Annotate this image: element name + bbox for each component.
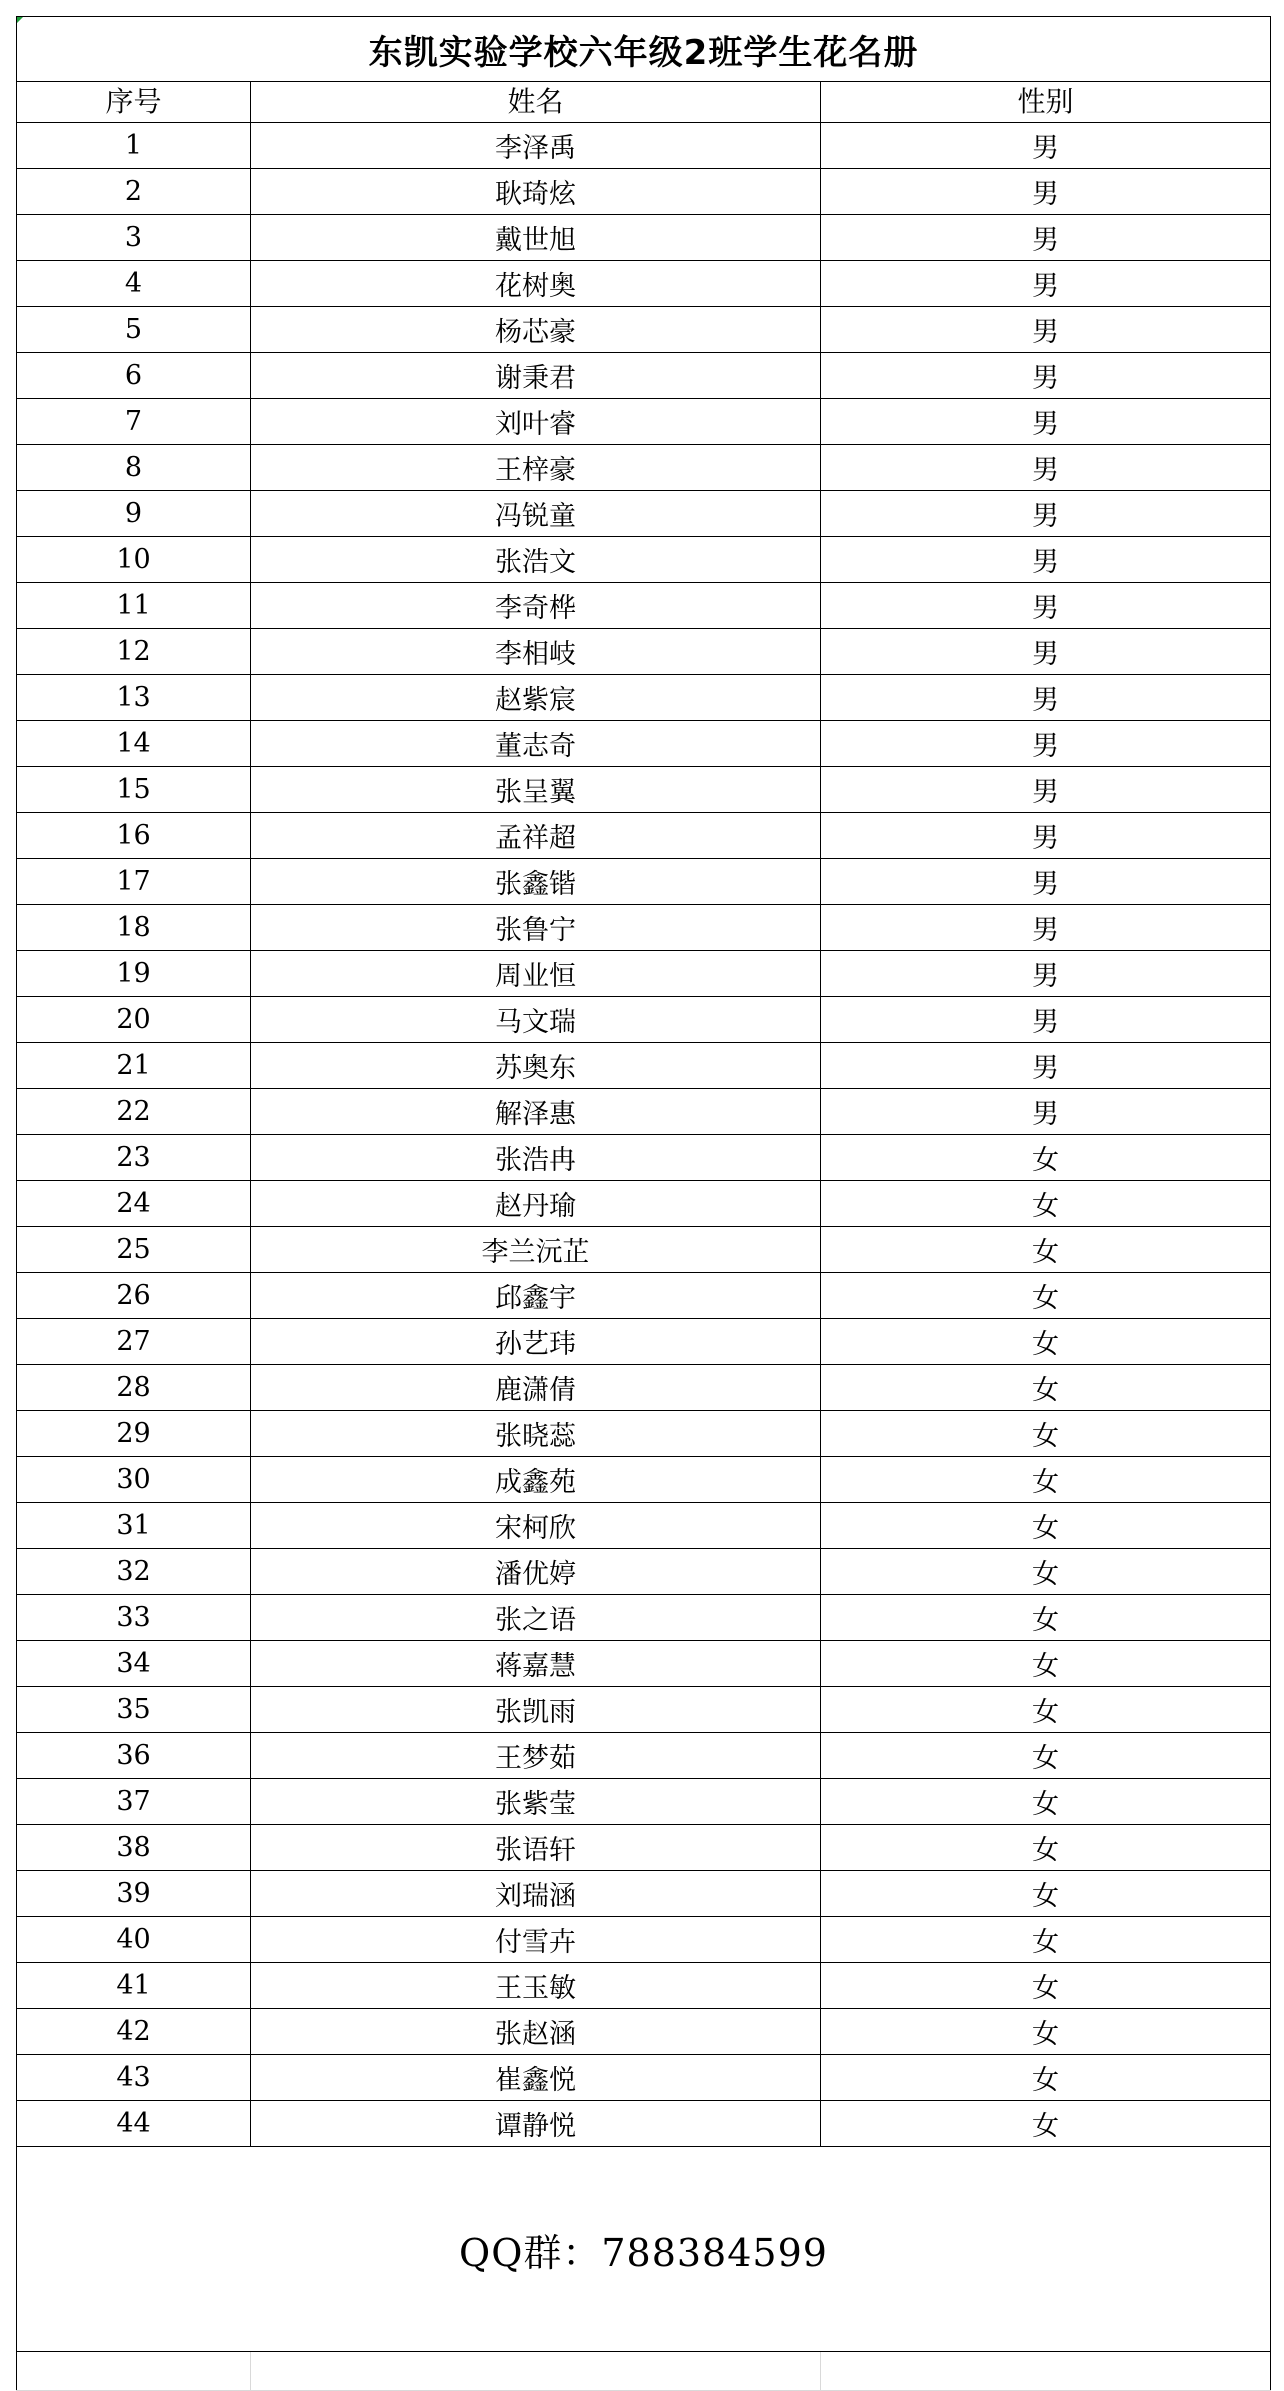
student-name-cell: 李相岐	[251, 629, 821, 675]
student-name-cell: 张晓蕊	[251, 1411, 821, 1457]
student-index-cell: 11	[17, 583, 251, 629]
student-gender-cell: 男	[821, 997, 1271, 1043]
table-row	[17, 1549, 1271, 1595]
table-row	[17, 1089, 1271, 1135]
student-gender-cell: 女	[821, 1365, 1271, 1411]
roster-sheet	[16, 16, 1270, 2391]
student-name-cell: 张浩冉	[251, 1135, 821, 1181]
table-row	[17, 1595, 1271, 1641]
student-index-cell: 21	[17, 1043, 251, 1089]
student-name-cell: 李泽禹	[251, 123, 821, 169]
student-index-cell: 19	[17, 951, 251, 997]
student-index-cell: 28	[17, 1365, 251, 1411]
student-index-cell: 37	[17, 1779, 251, 1825]
student-name-cell: 张赵涵	[251, 2009, 821, 2055]
student-gender-cell: 男	[821, 491, 1271, 537]
student-index-cell: 12	[17, 629, 251, 675]
student-index-cell: 38	[17, 1825, 251, 1871]
student-index-cell: 34	[17, 1641, 251, 1687]
student-name-cell: 马文瑞	[251, 997, 821, 1043]
student-gender-cell: 女	[821, 1227, 1271, 1273]
student-index-cell: 7	[17, 399, 251, 445]
student-index-cell: 29	[17, 1411, 251, 1457]
student-name-cell: 邱鑫宇	[251, 1273, 821, 1319]
table-row	[17, 813, 1271, 859]
student-gender-cell: 男	[821, 767, 1271, 813]
table-row	[17, 583, 1271, 629]
student-index-cell: 26	[17, 1273, 251, 1319]
table-row	[17, 1457, 1271, 1503]
empty-cell	[251, 2352, 821, 2391]
table-row	[17, 767, 1271, 813]
student-gender-cell: 男	[821, 537, 1271, 583]
student-name-cell: 张呈翼	[251, 767, 821, 813]
empty-cell	[821, 2352, 1271, 2391]
student-index-cell: 31	[17, 1503, 251, 1549]
student-index-cell: 9	[17, 491, 251, 537]
student-name-cell: 冯锐童	[251, 491, 821, 537]
student-name-cell: 张鑫锴	[251, 859, 821, 905]
student-index-cell: 32	[17, 1549, 251, 1595]
student-index-cell: 42	[17, 2009, 251, 2055]
student-name-cell: 张紫莹	[251, 1779, 821, 1825]
header-row	[17, 82, 1271, 123]
table-row	[17, 1963, 1271, 2009]
student-gender-cell: 男	[821, 261, 1271, 307]
empty-cell	[17, 2352, 251, 2391]
column-header-index: 序号	[17, 82, 251, 123]
column-header-gender: 性别	[821, 82, 1271, 123]
student-index-cell: 10	[17, 537, 251, 583]
table-row	[17, 951, 1271, 997]
student-gender-cell: 男	[821, 721, 1271, 767]
student-name-cell: 王梦茹	[251, 1733, 821, 1779]
student-gender-cell: 男	[821, 399, 1271, 445]
student-index-cell: 4	[17, 261, 251, 307]
student-index-cell: 33	[17, 1595, 251, 1641]
student-gender-cell: 女	[821, 1871, 1271, 1917]
table-row	[17, 1411, 1271, 1457]
student-gender-cell: 男	[821, 859, 1271, 905]
student-index-cell: 25	[17, 1227, 251, 1273]
student-name-cell: 董志奇	[251, 721, 821, 767]
student-name-cell: 花树奥	[251, 261, 821, 307]
student-name-cell: 刘叶睿	[251, 399, 821, 445]
student-name-cell: 李奇桦	[251, 583, 821, 629]
empty-row	[17, 2352, 1271, 2391]
student-name-cell: 刘瑞涵	[251, 1871, 821, 1917]
student-gender-cell: 女	[821, 1457, 1271, 1503]
student-index-cell: 3	[17, 215, 251, 261]
student-index-cell: 13	[17, 675, 251, 721]
student-gender-cell: 女	[821, 1273, 1271, 1319]
student-name-cell: 张鲁宁	[251, 905, 821, 951]
student-gender-cell: 女	[821, 1595, 1271, 1641]
student-index-cell: 22	[17, 1089, 251, 1135]
student-gender-cell: 女	[821, 1733, 1271, 1779]
student-index-cell: 20	[17, 997, 251, 1043]
student-gender-cell: 女	[821, 1503, 1271, 1549]
student-name-cell: 赵丹瑜	[251, 1181, 821, 1227]
student-index-cell: 43	[17, 2055, 251, 2101]
student-gender-cell: 男	[821, 905, 1271, 951]
table-row	[17, 215, 1271, 261]
student-index-cell: 17	[17, 859, 251, 905]
student-index-cell: 39	[17, 1871, 251, 1917]
table-row	[17, 169, 1271, 215]
table-row	[17, 1135, 1271, 1181]
roster-table	[16, 16, 1271, 2391]
student-gender-cell: 女	[821, 1779, 1271, 1825]
student-index-cell: 14	[17, 721, 251, 767]
table-row	[17, 629, 1271, 675]
student-index-cell: 41	[17, 1963, 251, 2009]
table-row	[17, 997, 1271, 1043]
student-index-cell: 6	[17, 353, 251, 399]
student-gender-cell: 女	[821, 1319, 1271, 1365]
student-gender-cell: 女	[821, 2009, 1271, 2055]
table-row	[17, 1917, 1271, 1963]
student-name-cell: 崔鑫悦	[251, 2055, 821, 2101]
student-gender-cell: 男	[821, 1089, 1271, 1135]
table-row	[17, 1227, 1271, 1273]
student-name-cell: 孟祥超	[251, 813, 821, 859]
table-row	[17, 261, 1271, 307]
column-header-name: 姓名	[251, 82, 821, 123]
table-row	[17, 905, 1271, 951]
table-row	[17, 721, 1271, 767]
student-gender-cell: 男	[821, 813, 1271, 859]
student-name-cell: 周业恒	[251, 951, 821, 997]
qq-group-note: QQ群：788384599	[17, 2147, 1271, 2352]
student-gender-cell: 男	[821, 1043, 1271, 1089]
student-index-cell: 2	[17, 169, 251, 215]
table-row	[17, 307, 1271, 353]
table-row	[17, 1043, 1271, 1089]
table-row	[17, 1779, 1271, 1825]
table-row	[17, 1687, 1271, 1733]
student-name-cell: 谢秉君	[251, 353, 821, 399]
page-title: 东凯实验学校六年级2班学生花名册	[17, 17, 1271, 82]
student-index-cell: 15	[17, 767, 251, 813]
student-index-cell: 44	[17, 2101, 251, 2147]
table-row	[17, 445, 1271, 491]
student-name-cell: 王梓豪	[251, 445, 821, 491]
student-name-cell: 戴世旭	[251, 215, 821, 261]
student-gender-cell: 女	[821, 2101, 1271, 2147]
student-index-cell: 40	[17, 1917, 251, 1963]
table-row	[17, 1503, 1271, 1549]
table-row	[17, 1181, 1271, 1227]
student-index-cell: 30	[17, 1457, 251, 1503]
table-row	[17, 2055, 1271, 2101]
student-gender-cell: 女	[821, 2055, 1271, 2101]
student-gender-cell: 男	[821, 951, 1271, 997]
student-name-cell: 苏奥东	[251, 1043, 821, 1089]
student-index-cell: 27	[17, 1319, 251, 1365]
student-name-cell: 张浩文	[251, 537, 821, 583]
table-row	[17, 1273, 1271, 1319]
table-row	[17, 1365, 1271, 1411]
student-name-cell: 蒋嘉慧	[251, 1641, 821, 1687]
student-gender-cell: 男	[821, 445, 1271, 491]
table-row	[17, 1871, 1271, 1917]
table-row	[17, 1733, 1271, 1779]
student-gender-cell: 女	[821, 1181, 1271, 1227]
student-gender-cell: 男	[821, 675, 1271, 721]
student-index-cell: 1	[17, 123, 251, 169]
table-row	[17, 491, 1271, 537]
student-gender-cell: 男	[821, 583, 1271, 629]
student-index-cell: 16	[17, 813, 251, 859]
student-gender-cell: 女	[821, 1825, 1271, 1871]
table-row	[17, 1641, 1271, 1687]
student-name-cell: 孙艺玮	[251, 1319, 821, 1365]
student-name-cell: 潘优婷	[251, 1549, 821, 1595]
student-name-cell: 谭静悦	[251, 2101, 821, 2147]
table-row	[17, 537, 1271, 583]
student-gender-cell: 女	[821, 1411, 1271, 1457]
student-name-cell: 张之语	[251, 1595, 821, 1641]
table-row	[17, 1319, 1271, 1365]
student-index-cell: 36	[17, 1733, 251, 1779]
student-gender-cell: 男	[821, 123, 1271, 169]
student-gender-cell: 女	[821, 1549, 1271, 1595]
table-row	[17, 123, 1271, 169]
table-row	[17, 1825, 1271, 1871]
student-name-cell: 宋柯欣	[251, 1503, 821, 1549]
student-name-cell: 付雪卉	[251, 1917, 821, 1963]
student-gender-cell: 男	[821, 629, 1271, 675]
student-gender-cell: 女	[821, 1963, 1271, 2009]
table-row	[17, 859, 1271, 905]
student-gender-cell: 女	[821, 1917, 1271, 1963]
student-gender-cell: 男	[821, 169, 1271, 215]
student-gender-cell: 男	[821, 307, 1271, 353]
table-row	[17, 353, 1271, 399]
student-index-cell: 24	[17, 1181, 251, 1227]
title-row	[17, 17, 1271, 82]
table-row	[17, 399, 1271, 445]
student-name-cell: 成鑫苑	[251, 1457, 821, 1503]
student-index-cell: 35	[17, 1687, 251, 1733]
student-name-cell: 张语轩	[251, 1825, 821, 1871]
student-name-cell: 杨芯豪	[251, 307, 821, 353]
table-row	[17, 675, 1271, 721]
student-name-cell: 张凯雨	[251, 1687, 821, 1733]
footer-row	[17, 2147, 1271, 2352]
student-index-cell: 5	[17, 307, 251, 353]
student-name-cell: 耿琦炫	[251, 169, 821, 215]
student-name-cell: 赵紫宸	[251, 675, 821, 721]
student-gender-cell: 男	[821, 215, 1271, 261]
student-name-cell: 解泽惠	[251, 1089, 821, 1135]
student-name-cell: 鹿潇倩	[251, 1365, 821, 1411]
student-gender-cell: 女	[821, 1135, 1271, 1181]
student-name-cell: 王玉敏	[251, 1963, 821, 2009]
student-index-cell: 8	[17, 445, 251, 491]
student-gender-cell: 女	[821, 1687, 1271, 1733]
table-row	[17, 2009, 1271, 2055]
student-index-cell: 23	[17, 1135, 251, 1181]
student-gender-cell: 男	[821, 353, 1271, 399]
student-name-cell: 李兰沅芷	[251, 1227, 821, 1273]
student-gender-cell: 女	[821, 1641, 1271, 1687]
student-index-cell: 18	[17, 905, 251, 951]
